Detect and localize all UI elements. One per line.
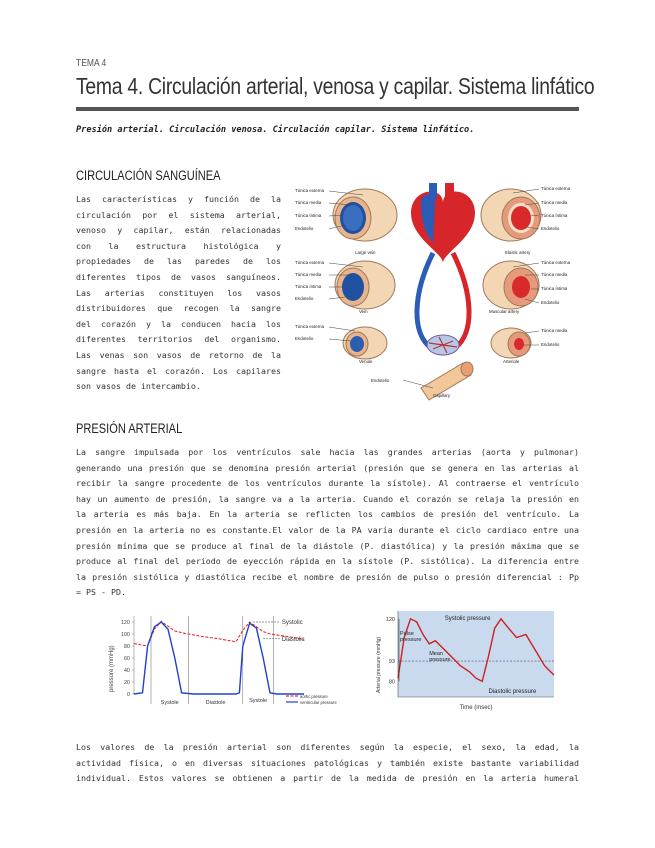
y-tick-label: 80 <box>123 644 130 650</box>
circulacion-line: venoso y capilar, están relacionadas <box>76 225 281 236</box>
y-axis-label: Arterial pressure (mmHg) <box>376 636 382 693</box>
y-tick-label: 120 <box>385 616 395 623</box>
title-rule <box>76 107 579 111</box>
valores-line: actividad física, o en diversas situaciones patológicas y también existe bastante variabilidad <box>76 757 579 768</box>
circulacion-line: son vasos de intercambio. <box>76 381 201 392</box>
figure-label: Túnica externa <box>295 260 325 265</box>
vein-illustration <box>335 261 395 309</box>
presion-line: presión mínima que se produce al final de la diástole (P. diastólica) y la presión máxima que se <box>76 540 579 551</box>
y-axis-label: pressure (mmHg) <box>109 645 115 692</box>
valores-paragraph <box>76 740 579 787</box>
presion-line: la arteria es más baja. En la arteria se reflicten los cambios de presión del ventrículo. La <box>76 509 579 520</box>
annotation-label: Mean <box>429 651 443 657</box>
circulacion-line: diferentes tipos de vasos sanguíneos. <box>76 271 281 282</box>
figure-label: Endotelio <box>541 300 560 305</box>
annotation-label: Diastolic <box>281 636 305 643</box>
circulacion-line: Las venas son vasos de retorno de la <box>76 349 281 360</box>
plot-area <box>398 611 554 697</box>
annotation-label: pressure <box>400 637 422 643</box>
circulacion-line: Las características y función de la <box>76 194 281 204</box>
valores-line: Los valores de la presión arterial son diferentes según la especie, el sexo, la edad, la <box>76 742 579 752</box>
phase-label: Diastole <box>205 700 226 706</box>
annotation-label: Systolic <box>281 620 303 626</box>
y-tick-label: 0 <box>126 692 130 698</box>
figure-label: Túnica media <box>295 200 322 205</box>
circulacion-line: diferentes territorios del organismo. <box>76 334 281 345</box>
y-tick-label: 120 <box>120 620 130 626</box>
figure-caption: Muscular artery <box>489 309 520 314</box>
y-tick-label: 20 <box>123 680 130 686</box>
presion-paragraph <box>76 445 579 601</box>
presion-line: la presión sistólica y diastólica recibe el nombre de presión de pulso o presión diferencial : Pp <box>76 571 579 582</box>
y-tick-label: 100 <box>120 632 130 638</box>
figure-label: Túnica íntima <box>295 284 322 289</box>
legend-label: aortic pressure <box>300 693 328 699</box>
annotation-label: pressure <box>429 657 451 663</box>
phase-label: Systole <box>160 700 179 706</box>
figure-label: Túnica media <box>541 272 568 277</box>
circulacion-line: con la estructura histológica y <box>76 240 281 251</box>
circulacion-line: propiedades de las paredes de los <box>76 256 281 267</box>
figure-label: Endotelio <box>295 226 314 231</box>
figure-caption: Large vein <box>355 250 376 255</box>
circulacion-line: sangre hasta el corazón. Los capilares <box>76 365 281 376</box>
heading-presion: PRESIÓN ARTERIAL <box>76 421 183 436</box>
arteriole-illustration <box>491 328 531 358</box>
figure-label: Túnica íntima <box>295 213 322 218</box>
figure-label: Túnica media <box>541 328 568 333</box>
circulacion-line: Las arterias constituyen los vasos <box>76 287 281 298</box>
vessels-figure <box>293 183 578 401</box>
annotation-label: Diastolic pressure <box>488 689 537 695</box>
capillary-bed-illustration <box>427 335 459 355</box>
figure-caption: Elastic artery <box>505 250 531 255</box>
circulacion-line: distribuidores que recogen la sangre <box>76 303 281 314</box>
figure-label: Túnica externa <box>541 260 571 265</box>
y-tick-label: 60 <box>123 656 130 662</box>
presion-line: presión en la arteria no es constante.El valor de la PA varía durante el ciclo cardiaco entre una <box>76 524 579 535</box>
y-tick-label: 80 <box>388 679 395 686</box>
circulacion-line: del corazón y la conducen hacia los <box>76 318 281 329</box>
presion-line: = PS - PD. <box>76 587 126 598</box>
annotation-label: Pulse <box>400 631 414 637</box>
figure-caption: Venule <box>359 359 373 364</box>
circulacion-line: circulación por el sistema arterial, <box>76 209 281 220</box>
figure-caption: Capillary <box>433 393 451 398</box>
valores-line: individual. Estos valores se obtienen a partir de la medida de presión en la arteria humeral <box>76 773 579 784</box>
figure-label: Túnica externa <box>295 188 325 193</box>
heading-circulacion: CIRCULACIÓN SANGUÍNEA <box>76 168 221 183</box>
figure-label: Endotelio <box>295 336 314 341</box>
chart-arterial-pressure <box>370 607 558 717</box>
figure-label: Endotelio <box>541 226 560 231</box>
figure-label: Endotelio <box>371 378 390 383</box>
page-subtitle: Presión arterial. Circulación venosa. Circulación capilar. Sistema linfático. <box>76 125 475 135</box>
figure-label: Túnica externa <box>295 324 325 329</box>
y-tick-label: 40 <box>123 668 130 674</box>
chart-cardiac-cycle <box>104 608 360 714</box>
venule-illustration <box>343 327 387 359</box>
presion-line: recibir la sangre procedente de los ventrículos durante la sístole). Al contraerse el ventrículo <box>76 478 579 489</box>
figure-label: Túnica íntima <box>541 213 568 218</box>
page-title: Tema 4. Circulación arterial, venosa y capilar. Sistema linfático <box>76 73 595 99</box>
presion-line: produce al final del periodo de eyección rápida en la sístole (P. sistólica). La diferencia entre <box>76 556 579 567</box>
figure-label: Túnica íntima <box>541 286 568 291</box>
figure-label: Túnica media <box>541 200 568 205</box>
phase-label: Systole <box>249 698 268 704</box>
presion-line: hay un aumento de presión, la sangre va a la arteria. Cuando el corazón se relaja la presión en <box>76 493 579 504</box>
figure-label: Túnica media <box>295 272 322 277</box>
figure-label: Endotelio <box>295 296 314 301</box>
x-axis-label: Time (msec) <box>459 705 493 711</box>
figure-label: Túnica externa <box>541 186 571 191</box>
annotation-label: Systolic pressure <box>444 616 491 622</box>
circulacion-paragraph <box>76 192 281 395</box>
figure-caption: Vein <box>359 309 368 314</box>
y-tick-label: 93 <box>388 659 395 666</box>
figure-label: Endotelio <box>541 342 560 347</box>
legend-label: ventricular pressure <box>300 699 337 705</box>
presion-line: generando una presión que se denomina presión arterial (presión que se genera en las arterias al <box>76 462 579 473</box>
muscular-artery-illustration <box>483 261 539 309</box>
presion-line: La sangre impulsada por los ventrículos sale hacia las grandes arterias (aorta y pulmonar) <box>76 447 579 457</box>
figure-caption: Arteriole <box>503 359 520 364</box>
tema-label: TEMA 4 <box>76 58 107 69</box>
